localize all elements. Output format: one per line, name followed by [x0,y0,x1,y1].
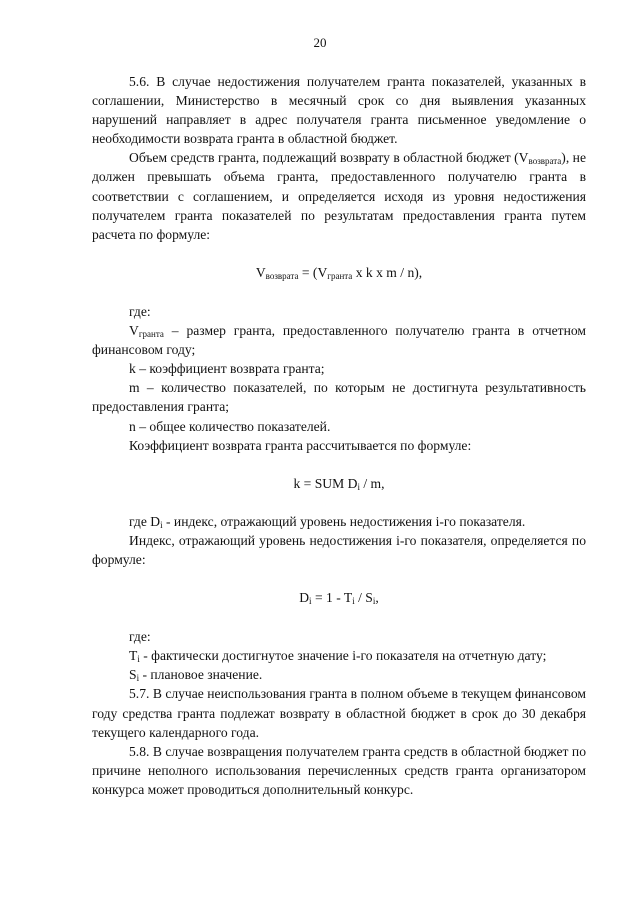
text-segment: - плановое значение. [139,667,263,683]
subscript: i [160,519,163,530]
text-segment: S [129,667,137,683]
text-segment: V [129,323,139,339]
coefficient-intro: Коэффициент возврата гранта рассчитывается по формуле: [129,437,472,453]
formula-subscript: i [357,481,360,492]
where-label: где: [129,303,151,319]
formula-part: / m, [359,475,385,491]
where-label: где: [129,629,151,645]
formula-part: = 1 - T [311,590,353,606]
text-segment: T [129,648,138,664]
paragraph-5-6: 5.6. В случае недостижения получателем гранта показателей, указанных в соглашении, Министерство в месячный срок со дня выявления указанных нарушений направляет в адрес получателя гранта письменное уведомление о необходимости возврата гранта в областной бюджет. [92,74,586,147]
formula-part: = (V [298,264,328,280]
text-segment: - индекс, отражающий уровень недостижения i-го показателя. [162,513,526,529]
document-body [92,72,586,799]
formula-part: , [375,590,379,606]
text-segment: – размер гранта, предоставленного получателю гранта в отчетном финансовом году; [92,323,586,358]
formula-subscript: гранта [327,270,353,281]
definition-ti [92,646,586,665]
formula-return-volume [92,263,586,282]
definition-m: m – количество показателей, по которым не достигнута результативность предоставления гранта; [92,380,586,415]
definition-n: n – общее количество показателей. [129,418,331,434]
definition-k: k – коэффициент возврата гранта; [129,361,325,377]
formula-coefficient [92,474,586,493]
formula-subscript: i [309,596,312,607]
subscript: возврата [528,156,562,167]
formula-part: V [255,264,266,280]
formula-index [92,588,586,607]
formula-part: / S [354,590,373,606]
paragraph-return-volume [92,148,586,243]
paragraph-5-7: 5.7. В случае неиспользования гранта в полном объеме в текущем финансовом году средства гранта подлежат возврату в областной бюджет в срок до 30 декабря текущего календарного года. [92,686,586,740]
paragraph-5-8: 5.8. В случае возвращения получателем гранта средств в областной бюджет по причине неполного использования перечисленных средств гранта организатором конкурса может проводиться дополнительный конкурс. [92,743,586,797]
index-intro: Индекс, отражающий уровень недостижения i-го показателя, определяется по формуле: [92,532,586,567]
formula-subscript: возврата [265,270,299,281]
definition-si [92,665,586,684]
subscript: i [136,673,140,684]
page-number: 20 [313,35,327,50]
formula-subscript: i [352,596,355,607]
formula-part: k = SUM D [293,475,358,491]
text-segment: где D [129,513,161,529]
subscript: гранта [138,329,164,340]
definition-v-grant [92,321,586,359]
formula-subscript: i [372,596,376,607]
definition-di [92,512,586,531]
text-segment: Объем средств гранта, подлежащий возврату в областной бюджет (V [129,150,529,166]
text-segment: - фактически достигнутое значение i-го показателя на отчетную дату; [139,648,547,664]
subscript: i [137,654,140,665]
formula-part: D [299,590,310,606]
text-segment: ), не должен превышать объема гранта, предоставленного получателю гранта в соответствии с соглашением, и определяется исходя из уровня недостижения получателем гранта показателей по результатам предоставления гранта путем расчета по формуле: [92,150,586,242]
formula-part: x k x m / n), [352,264,423,280]
